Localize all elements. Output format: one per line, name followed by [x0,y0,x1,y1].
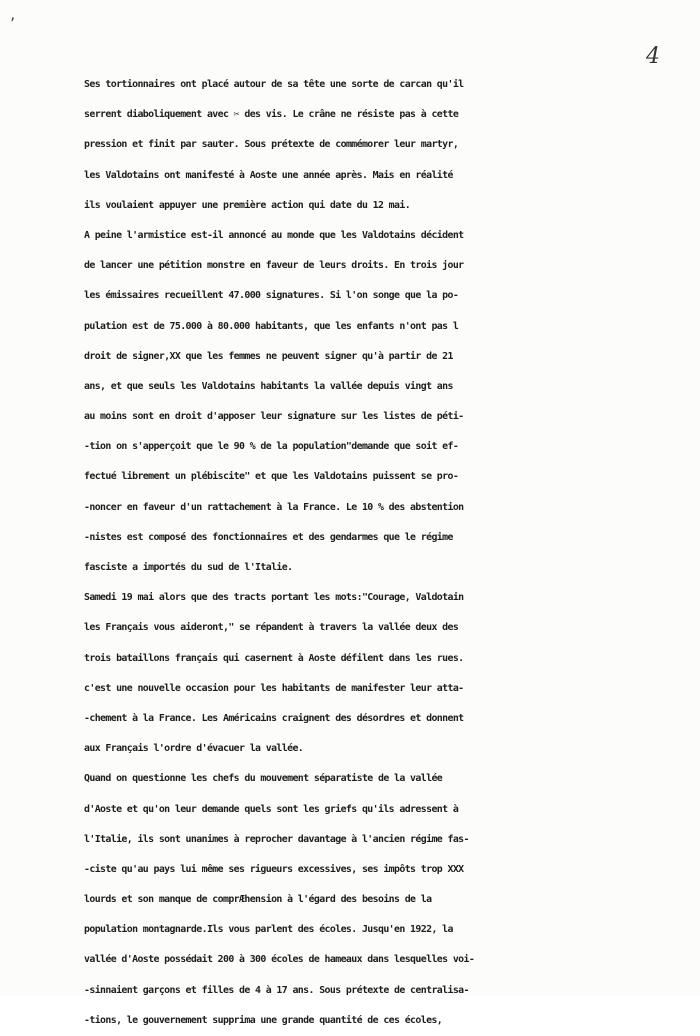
text-line: -ciste qu'au pays lui même ses rigueurs excessives, ses impôts trop XXX [84,863,464,875]
text-line: -tions, le gouvernement supprima une grande quantité de ces écoles, [84,1014,443,1026]
text-line: lourds et son manque de comprÆhension à l'égard des besoins de la [84,894,432,906]
text-line: Samedi 19 mai alors que des tracts portant les mots:"Courage, Valdotain [84,592,464,604]
text-line: -chement à la France. Les Américains craignent des désordres et donnent [84,712,464,724]
text-line: ans, et que seuls les Valdotains habitants la vallée depuis vingt ans [84,380,453,392]
text-line: droit de signer,XX que les femmes ne peuvent signer qu'à partir de 21 [84,350,453,362]
text-line: pression et finit par sauter. Sous prétexte de commémorer leur martyr, [84,139,459,151]
text-line: Ses tortionnaires ont placé autour de sa tête une sorte de carcan qu'il [84,79,464,90]
corner-mark: ’ [10,14,16,33]
text-line: aux Français l'ordre d'évacuer la vallée. [84,743,304,755]
text-line: -tion on s'apperçoit que le 90 % de la population"demande que soit ef- [84,441,459,453]
text-line: serrent diaboliquement avec ✂ des vis. Le crâne ne résiste pas à cette [84,109,459,121]
text-line: ils voulaient appuyer une première action qui date du 12 mai. [84,199,411,211]
text-line: les émissaires recueillent 47.000 signatures. Si l'on songe que la po- [84,290,459,302]
text-line: de lancer une pétition monstre en faveur de leurs droits. En trois jour [84,260,464,272]
text-line: d'Aoste et qu'on leur demande quels sont les griefs qu'ils adressent à [84,803,459,815]
text-line: trois bataillons français qui casernent à Aoste défilent dans les rues. [84,652,464,664]
text-line: fectué librement un plébiscite" et que les Valdotains puissent se pro- [84,471,459,483]
text-line: -nistes est composé des fonctionnaires et des gendarmes que le régime [84,531,453,543]
text-line: les Valdotains ont manifesté à Aoste une année après. Mais en réalité [84,169,453,181]
text-line: l'Italie, ils sont unanimes à reprocher davantage à l'ancien régime fas- [84,833,469,845]
text-line: population montagnarde.Ils vous parlent des écoles. Jusqu'en 1922, la [84,924,453,936]
text-line: au moins sont en droit d'apposer leur signature sur les listes de péti- [84,411,464,423]
text-line: c'est une nouvelle occasion pour les habitants de manifester leur atta- [84,682,464,694]
text-line: les Français vous aideront," se répandent à travers la vallée deux des [84,622,459,634]
text-line: -sinnaient garçons et filles de 4 à 17 ans. Sous prétexte de centralisa- [84,984,469,996]
text-line: -noncer en faveur d'un rattachement à la France. Le 10 % des abstention [84,501,464,513]
page-number: 4 [646,44,660,69]
body-text [84,70,694,1036]
text-line: A peine l'armistice est-il annoncé au monde que les Valdotains décident [84,229,464,241]
text-line: pulation est de 75.000 à 80.000 habitants, que les enfants n'ont pas l [84,320,459,332]
text-line: vallée d'Aoste possédait 200 à 300 écoles de hameaux dans lesquelles voi- [84,954,475,966]
text-line: Quand on questionne les chefs du mouvement séparatiste de la vallée [84,773,443,785]
text-line: fasciste a importés du sud de l'Italie. [84,562,293,573]
